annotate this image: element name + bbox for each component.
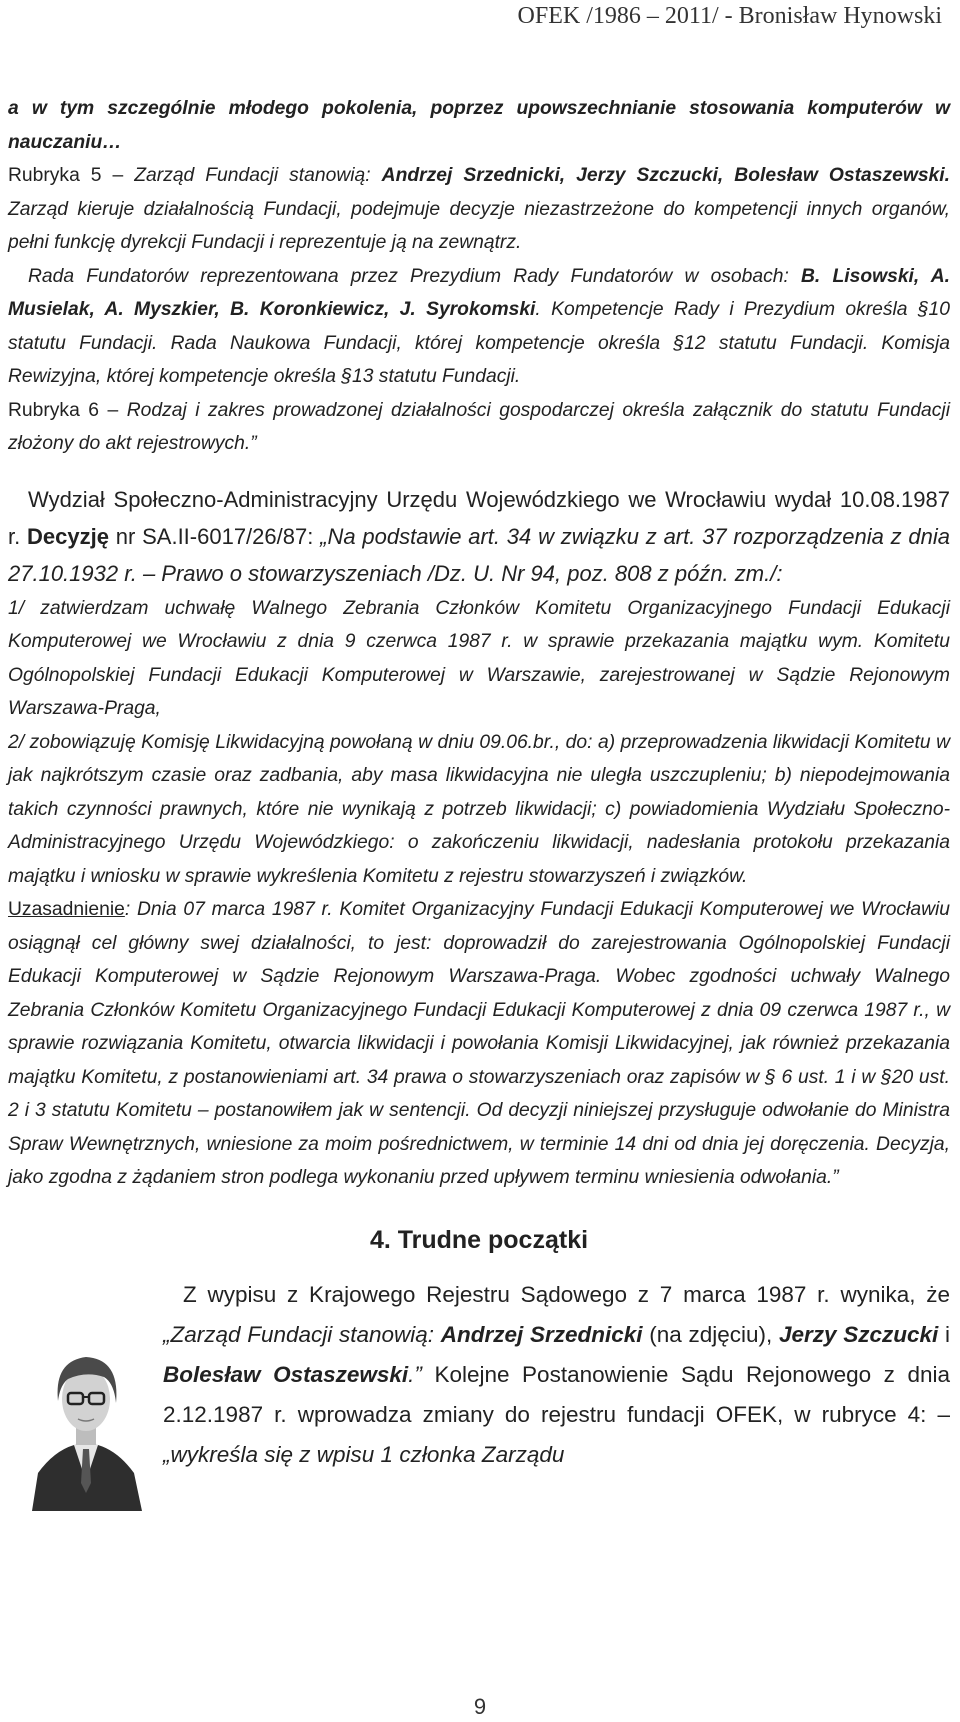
- paragraph-9: [163, 1275, 950, 1475]
- p7-text: 2/ zobowiązuję Komisję Likwidacyjną powołaną w dniu 09.06.br., do: a) przeprowadzenia likwidacji Komitetu w jak najkrótszym czasie oraz zadbania, aby masa likwidacyjna nie uległa uszczupleniu; b) niepodejmowania takich czynności prawnych, które nie wynikają z potrzeb likwidacji; c) powiadomienia Wydziału Społeczno-Administracyjnego Urzędu Wojewódzkiego: o zakończeniu likwidacji, nadesłania protokołu przekazania majątku i wniosku w sprawie wykreślenia Komitetu z rejestru stowarzyszeń i związków.: [8, 731, 950, 887]
- p4-label: Rubryka 6 –: [8, 399, 127, 421]
- p9-name-3: Bolesław Ostaszewski: [163, 1361, 409, 1387]
- p5-quote: „Na podstawie art. 34 w związku z art. 37 rozporządzenia z dnia 27.10.1932 r. – Prawo o stowarzyszeniach /Dz. U. Nr 94, poz. 808 z późn. zm./:: [8, 523, 950, 586]
- paragraph-5: [8, 481, 950, 592]
- p6-text: 1/ zatwierdzam uchwałę Walnego Zebrania Członków Komitetu Organizacyjnego Fundacji Edukacji Komputerowej we Wrocławiu z dnia 9 czerwca 1987 r. w sprawie przekazania majątku wym. Komitetu Ogólnopolskiej Fundacji Edukacji Komputerowej w Warszawie, zarejestrowanej w Sądzie Rejonowym Warszawa-Praga,: [8, 597, 950, 719]
- p8-text: : Dnia 07 marca 1987 r. Komitet Organizacyjny Fundacji Edukacji Komputerowej we Wrocławiu osiągnął cel główny swej działalności, to jest: doprowadził do zarejestrowania Ogólnopolskiej Fundacji Edukacji Komputerowej w Sądzie Rejonowym Warszawa-Praga. Wobec zgodności uchwały Walnego Zebrania Członków Komitetu Organizacyjnego Fundacji Edukacji Komputerowej z dnia 09 czerwca 1987 r., w sprawie rozwiązania Komitetu, otwarcia likwidacji i powołania Komisji Likwidacyjnej, jak również przekazania majątku Komitetu, z postanowieniami art. 34 prawa o stowarzyszeniach oraz zapisów w § 6 ust. 1 i w §20 ust. 2 i 3 statutu Komitetu – postanowiłem jak w sentencji. Od decyzji niniejszej przysługuje odwołanie do Ministra Spraw Wewnętrznych, wniesione za moim pośrednictwem, w terminie 14 dni od dnia jej doręczenia. Decyzja, jako zgodna z żądaniem stron podlega wykonaniu przed upływem terminu wniesienia odwołania.”: [8, 899, 950, 1188]
- photo-section: [8, 1275, 950, 1475]
- p9-quote-2: „wykreśla się z wpisu 1 członka Zarządu: [163, 1441, 565, 1467]
- paragraph-8: [8, 893, 950, 1195]
- p2-names: Andrzej Srzednicki, Jerzy Szczucki, Bolesław Ostaszewski.: [381, 165, 950, 186]
- p5-decision: Decyzję: [27, 523, 109, 549]
- section-heading: 4. Trudne początki: [369, 1225, 589, 1254]
- page-number: 9: [473, 1694, 487, 1719]
- p2-body: Zarząd kieruje działalnością Fundacji, podejmuje decyzje niezastrzeżone do kompetencji innych organów, pełni funkcję dyrekcji Fundacji i reprezentuje ją na zewnątrz.: [8, 198, 950, 253]
- p3-names: B. Lisowski, A. Musielak, A. Myszkier, B. Koronkiewicz, J. Syrokomski: [8, 265, 950, 320]
- photo-caption-text: [163, 1275, 950, 1475]
- p9-body: Kolejne Postanowienie Sądu Rejonowego z dnia 2.12.1987 r. wprowadza zmiany do rejestru fundacji OFEK, w rubryce 4: –: [163, 1361, 950, 1427]
- paragraph-6: [8, 592, 950, 726]
- p5-number: nr SA.II-6017/26/87:: [108, 523, 321, 549]
- p9-name-1: Andrzej Srzednicki: [440, 1321, 643, 1347]
- p3-intro: Rada Fundatorów reprezentowana przez Prezydium Rady Fundatorów w osobach:: [28, 265, 801, 287]
- running-header: OFEK /1986 – 2011/ - Bronisław Hynowski: [517, 3, 942, 29]
- p3-body: . Kompetencje Rady i Prezydium określa §10 statutu Fundacji. Rada Naukowa Fundacji, której kompetencje określa §12 statutu Fundacji. Komisja Rewizyjna, której kompetencje określa §13 statutu Fundacji.: [8, 299, 950, 387]
- document-body: [8, 92, 950, 1475]
- portrait-photo: [24, 1323, 148, 1511]
- p9-name-2: Jerzy Szczucki: [778, 1321, 939, 1347]
- p5-intro: Wydział Społeczno-Administracyjny Urzędu Wojewódzkiego we Wrocławiu wydał 10.08.1987 r.: [8, 486, 950, 549]
- p9-intro: Z wypisu z Krajowego Rejestru Sądowego z 7 marca 1987 r. wynika, że: [183, 1281, 950, 1307]
- p9-photo-note: (na zdjęciu),: [642, 1321, 779, 1347]
- paragraph-2: [8, 159, 950, 260]
- p2-intro: Zarząd Fundacji stanowią:: [134, 165, 382, 186]
- paragraph-3: [8, 260, 950, 394]
- p2-label: Rubryka 5 –: [8, 165, 135, 186]
- p8-justification-label: Uzasadnienie: [8, 899, 125, 920]
- p9-quote-start: „Zarząd Fundacji stanowią:: [163, 1321, 441, 1347]
- p9-quote-end: .”: [408, 1361, 422, 1387]
- p9-and: i: [938, 1321, 951, 1347]
- p4-body: Rodzaj i zakres prowadzonej działalności gospodarczej określa załącznik do statutu Fundacji złożony do akt rejestrowych.”: [8, 399, 950, 454]
- paragraph-7: [8, 726, 950, 894]
- p1-text: a w tym szczególnie młodego pokolenia, poprzez upowszechnianie stosowania komputerów w nauczaniu…: [8, 98, 950, 153]
- paragraph-1: [8, 92, 950, 159]
- paragraph-4: [8, 394, 950, 461]
